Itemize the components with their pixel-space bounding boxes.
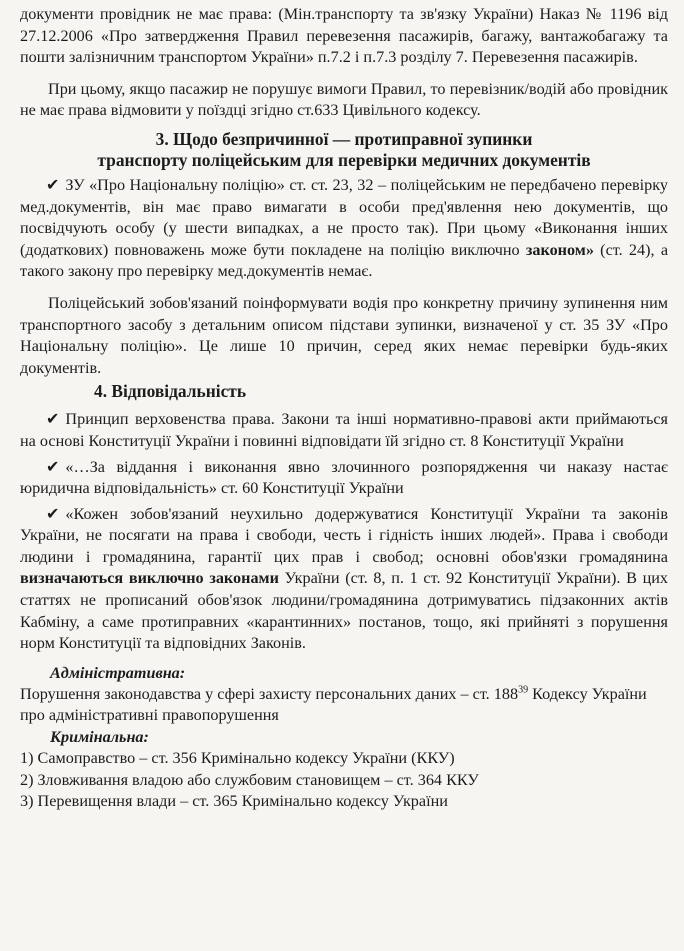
police-law-text-2: (ст. 24), а такого закону про перевірку мед.документів немає. bbox=[20, 240, 668, 281]
criminal-label: Кримінальна: bbox=[50, 728, 149, 747]
criminal-order-text: «…За віддання і виконання явно злочинного розпорядження чи наказу настає юридична відповідальність» ст. 60 Конституції України bbox=[20, 457, 668, 498]
check-mark-icon: ✔ bbox=[46, 409, 60, 429]
administrative-text-1: Порушення законодавства у сфері захисту персональних даних – ст. 188 bbox=[20, 684, 519, 703]
obligations-text-1: «Кожен зобов'язаний неухильно додержуватися Конституції України та законів України, не посягати на права і свободи, честь і гідність інших людей». Права і свободи людини і громадянина, гарантії цих прав і свобод; основні обов'язки громадянина bbox=[20, 504, 668, 566]
check-mark-icon: ✔ bbox=[46, 174, 60, 194]
obligations-text-2: України (ст. 8, п. 1 ст. 92 Конституції України). В цих статтях не прописаний обов'язок людини/громадянина дотримуватись підзаконних актів Кабміну, а саме протиправних «карантинних» постанов, тощо, які прийняті з порушення норм Конституції та відповідних Законів. bbox=[20, 569, 669, 653]
check-mark-icon: ✔ bbox=[46, 456, 60, 476]
section-4-item-rule-of-law bbox=[20, 408, 668, 452]
section-3-heading-line2: транспорту поліцейським для перевірки медичних документів bbox=[97, 149, 591, 170]
paragraph-carrier-refusal: При цьому, якщо пасажир не порушує вимоги Правил, то перевізник/водій або провідник не має права відмовити у поїздці згідно ст.633 Цивільного кодексу. bbox=[20, 79, 668, 120]
section-3-heading bbox=[20, 129, 668, 171]
section-4-item-obligations bbox=[20, 503, 668, 655]
rule-of-law-text: Принцип верховенства права. Закони та інші нормативно-правові акти приймаються на основі Конституції України і повинні відповідати їй згідно ст. 8 Конституції України bbox=[20, 410, 668, 450]
police-law-bold: законом» bbox=[525, 240, 594, 259]
administrative-text bbox=[20, 684, 668, 727]
administrative-text-2: Кодексу України про адміністративні правопорушення bbox=[20, 684, 647, 725]
administrative-sup: 39 bbox=[518, 684, 529, 696]
criminal-item: 1) Самоправство – ст. 356 Кримінально кодексу України (ККУ) bbox=[20, 749, 455, 768]
paragraph-police-obligation: Поліцейський зобов'язаний поінформувати водія про конкретну причину зупинення ним транспортного засобу з детальним описом підстави зупинки, визначеної у ст. 35 ЗУ «Про Національну поліцію». Це лише 10 причин, серед яких немає перевірки будь-яких документів. bbox=[20, 293, 668, 377]
criminal-item: 3) Перевищення влади – ст. 365 Кримінально кодексу України bbox=[20, 792, 448, 811]
section-4-item-criminal-order bbox=[20, 456, 668, 500]
criminal-item: 2) Зловживання владою або службовим становищем – ст. 364 ККУ bbox=[20, 770, 479, 789]
check-mark-icon: ✔ bbox=[46, 503, 60, 523]
administrative-label: Адміністративна: bbox=[50, 663, 186, 682]
section-3-item-police-law bbox=[20, 174, 668, 283]
section-4-heading: 4. Відповідальність bbox=[94, 381, 247, 402]
obligations-bold: визначаються виключно законами bbox=[20, 569, 279, 588]
paragraph-transport-rules: документи провідник не має права: (Мін.транспорту та зв'язку України) Наказ № 1196 від 27.12.2006 «Про затвердження Правил перевезення пасажирів, багажу, вантажобагажу та пошти залізничним транспортом України» п.7.2 і п.7.3 розділу 7. Перевезення пасажирів. bbox=[20, 5, 668, 67]
police-law-text-1: ЗУ «Про Національну поліцію» ст. ст. 23, 32 – поліцейським не передбачено перевірку мед.документів, він має право вимагати в особи пред'явлення нею документів, що посвідчують особу (у шести випадках, а не просто так). При цьому «Виконання інших (додаткових) повноважень може бути покладене на поліцію виключно bbox=[20, 175, 668, 259]
section-3-heading-line1: 3. Щодо безпричинної — протиправної зупинки bbox=[155, 128, 533, 149]
